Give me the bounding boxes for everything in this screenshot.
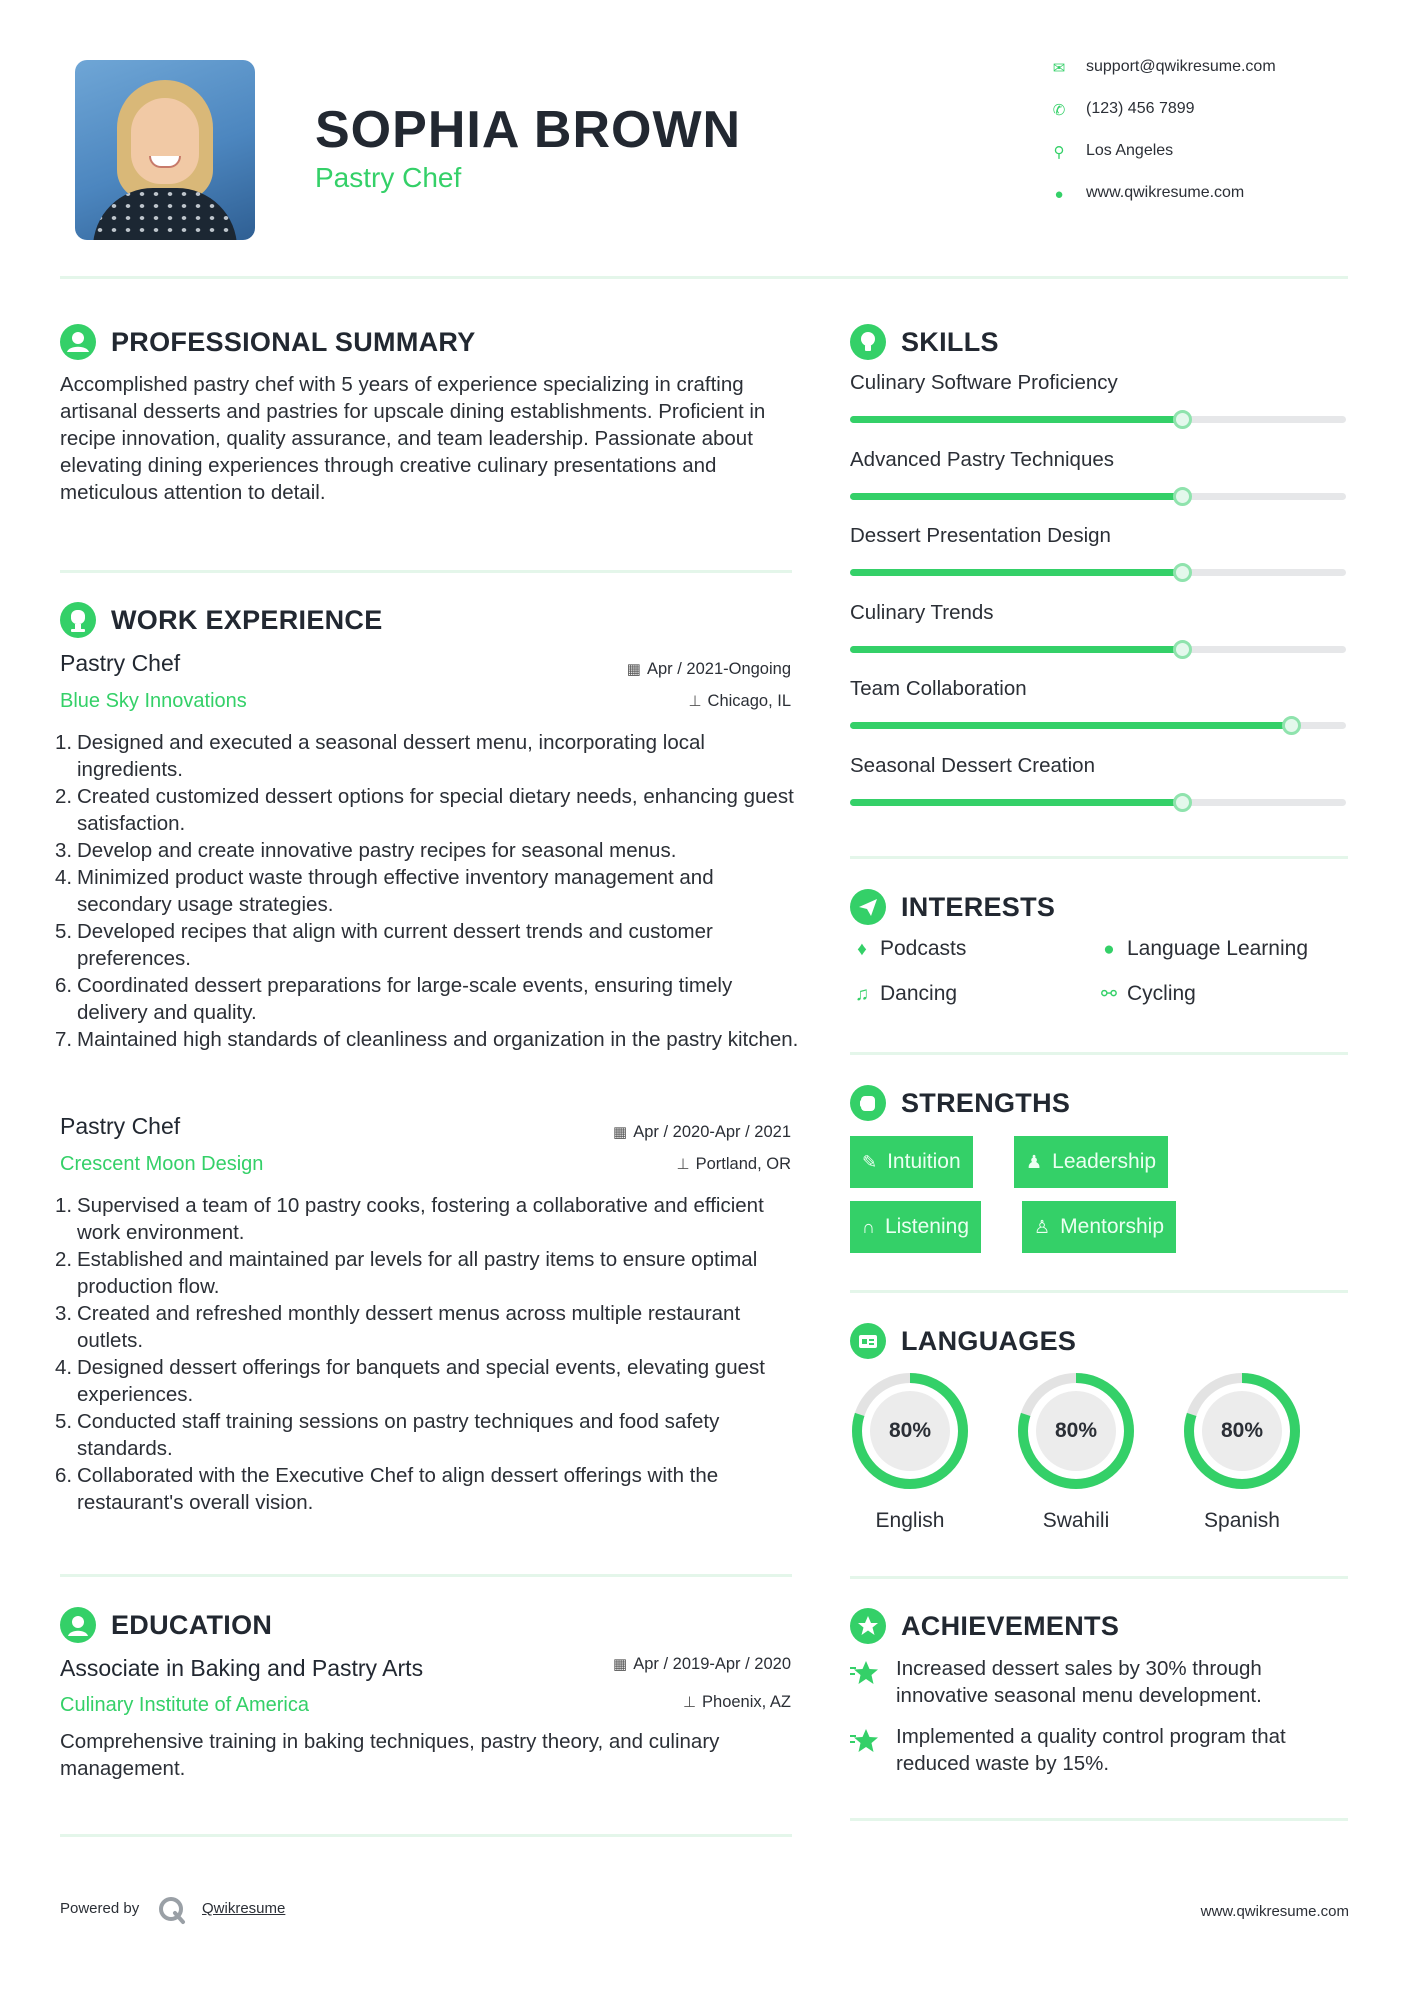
skill-bar (850, 416, 1346, 423)
skill-bar-fill (850, 799, 1182, 806)
language-item (848, 1369, 972, 1532)
job-bullets (55, 1192, 800, 1516)
list-item: 6. Coordinated dessert preparations for large-scale events, ensuring timely delivery and quality. (55, 974, 733, 1024)
qwikresume-link[interactable]: Qwikresume (202, 1900, 286, 1917)
skill-label: Seasonal Dessert Creation (850, 753, 1095, 777)
skills-heading: SKILLS (901, 327, 999, 357)
list-item: 7. Maintained high standards of cleanliness and organization in the pastry kitchen. (55, 1028, 799, 1051)
skill-bar-fill (850, 416, 1182, 423)
language-name: English (875, 1509, 945, 1532)
section-divider (850, 1290, 1348, 1293)
resume-page: SOPHIA BROWN Pastry Chef ✉ support@qwikresume.com ✆ (123) 456 7899 ⚲ Los Angeles ● www.qwikresume.com PROFESSIONAL SUMMARY Accomplished pastry chef with 5 years of experience specializing in crafting artisanal desserts and pastries for upscale dining establishments. Proficient in recipe innovation, quality assurance, and team leadership. Passionate about elevating dining experiences through creative culinary presentations and meticulous attention to detail. WORK EXPERIENCE Pastry Chef Blue Sky Innovations ▦ Apr / 2021-Ongoing ⊥ Chicago, IL 1. Designed and executed a seasonal dessert menu, incorporating local ingredients. 2. Created customized dessert options for special dietary needs, enhancing guest satisfaction. 3. Develop and create innovative pastry recipes for seasonal menus. 4. Minimized product waste through effective inventory management and secondary usage strategies. 5. Developed recipes that align with current dessert trends and customer preferences. 6. Coordinated dessert preparations for large-scale events, ensuring timely delivery and quality. 7. Maintained high standards of cleanliness and organization in the pastry kitchen. Pastry Chef Crescent Moon Design ▦ Apr / 2020-Apr / 2021 ⊥ Portland, OR 1. Supervised a team of 10 pastry cooks, fostering a collaborative and efficient work environment. 2. Established and maintained par levels for all pastry items to ensure optimal production flow. 3. Created and refreshed monthly dessert menus across multiple restaurant outlets. 4. Designed dessert offerings for banquets and special events, elevating guest experiences. 5. Conducted staff training sessions on pastry techniques and food safety standards. 6. Collaborated with the Executive Chef to align dessert offerings with the restaurant's overall vision. EDUCATION Associate in Baking and Pastry Arts Culinary Institute of America ▦ Apr / 2019-Apr / 2020 ⊥ Phoenix, AZ Comprehensive training in baking techniques, pastry theory, and culinary management. SKILLS Culinary Software Proficiency Advanced Pastry Techniques Dessert Presentation Design Culinary Trends Team Collaboration Seasonal Dessert Creation INTERESTS ♦ Podcasts ● Language Learning ♫ Dancing ⚯ Cycling STRENGTHS ✎ Intuition ♟ Leadership ∩ Listening ♙ Mentorship LANGUAGES 80% English 80% Swahili 80% Spanish ACHIEVEMENTS Increased dessert sales by 30% through innovative seasonal menu development. Implemented a quality control program that reduced waste by 15%. Powered by Qwikresume www.qwikresume.com (0, 0, 1407, 1990)
section-divider (850, 1576, 1348, 1579)
job-company: Crescent Moon Design (60, 1153, 264, 1175)
candidate-name: SOPHIA BROWN (315, 101, 742, 159)
achievements-heading: ACHIEVEMENTS (901, 1611, 1120, 1641)
summary-heading: PROFESSIONAL SUMMARY (111, 327, 476, 357)
section-divider (850, 1818, 1348, 1821)
skill-bar-knob (1173, 410, 1192, 429)
strength-badge: ✎ Intuition (850, 1136, 973, 1188)
briefcase-icon (60, 602, 96, 638)
list-item: 2. Created customized dessert options for special dietary needs, enhancing guest satisfaction. (55, 785, 794, 835)
language-card-icon (850, 1323, 886, 1359)
job-date: ▦ Apr / 2020-Apr / 2021 (613, 1123, 791, 1141)
language-name: Spanish (1204, 1509, 1280, 1532)
interest-item: ♦ Podcasts (850, 937, 966, 961)
interests-heading: INTERESTS (901, 892, 1056, 922)
skill-bar-knob (1173, 563, 1192, 582)
job-location: ⊥ Portland, OR (676, 1155, 791, 1173)
music-note-icon: ♫ (854, 984, 870, 1005)
skill-bar (850, 493, 1346, 500)
microphone-icon: ♦ (857, 939, 867, 960)
strength-badge: ♟ Leadership (1014, 1136, 1168, 1188)
candidate-title: Pastry Chef (315, 162, 462, 193)
strength-badge: ♙ Mentorship (1022, 1201, 1176, 1253)
star-icon (850, 1659, 882, 1687)
profile-photo (75, 60, 255, 240)
user-plus-icon: ♙ (1034, 1217, 1051, 1237)
education-location: ⊥ Phoenix, AZ (682, 1693, 791, 1711)
list-item: 5. Developed recipes that align with current dessert trends and customer preferences. (55, 920, 713, 970)
skill-bar-fill (850, 646, 1182, 653)
skill-bar (850, 799, 1346, 806)
interest-item: ● Language Learning (1097, 937, 1308, 961)
education-date: ▦ Apr / 2019-Apr / 2020 (613, 1655, 791, 1673)
list-item: 4. Minimized product waste through effective inventory management and secondary usage strategies. (55, 866, 714, 916)
calendar-icon: ▦ (613, 1656, 628, 1673)
header-divider (60, 276, 1348, 279)
skill-label: Culinary Trends (850, 600, 994, 624)
list-item: 3. Develop and create innovative pastry recipes for seasonal menus. (55, 839, 677, 862)
language-percent: 80% (888, 1419, 932, 1442)
job-location: ⊥ Chicago, IL (688, 692, 791, 710)
interest-item: ♫ Dancing (850, 982, 957, 1006)
envelope-icon: ✉ (1052, 60, 1066, 77)
list-item: 5. Conducted staff training sessions on pastry techniques and food safety standards. (55, 1410, 720, 1460)
pushpin-icon: ⊥ (688, 693, 702, 710)
skill-label: Advanced Pastry Techniques (850, 447, 1115, 471)
job-company: Blue Sky Innovations (60, 690, 247, 712)
calendar-icon: ▦ (613, 1124, 628, 1141)
lightbulb-icon (850, 324, 886, 360)
graduate-icon (60, 1607, 96, 1643)
languages-heading: LANGUAGES (901, 1326, 1077, 1356)
list-item: 3. Created and refreshed monthly dessert menus across multiple restaurant outlets. (55, 1302, 741, 1352)
section-divider (60, 570, 792, 573)
education-heading: EDUCATION (111, 1610, 273, 1640)
section-divider (60, 1574, 792, 1577)
section-divider (850, 856, 1348, 859)
list-item: 4. Designed dessert offerings for banquets and special events, elevating guest experiences. (55, 1356, 765, 1406)
bicycle-icon: ⚯ (1101, 984, 1117, 1005)
job-date: ▦ Apr / 2021-Ongoing (626, 660, 791, 678)
language-item (1180, 1369, 1304, 1532)
powered-by-label: Powered by (60, 1900, 140, 1917)
user-circle-icon (60, 324, 96, 360)
skill-label: Dessert Presentation Design (850, 524, 1111, 547)
section-divider (850, 1052, 1348, 1055)
globe-icon: ● (1054, 186, 1064, 203)
skill-bar (850, 722, 1346, 729)
language-name: Swahili (1042, 1509, 1110, 1532)
skill-bar-fill (850, 493, 1182, 500)
skill-bar (850, 646, 1346, 653)
skill-bar (850, 569, 1346, 576)
list-item: 6. Collaborated with the Executive Chef to align dessert offerings with the restaurant's overall vision. (55, 1464, 719, 1514)
skill-bar-knob (1173, 793, 1192, 812)
fist-icon (850, 1085, 886, 1121)
calendar-icon: ▦ (626, 661, 641, 678)
globe-icon: ● (1103, 939, 1115, 960)
list-item: 1. Supervised a team of 10 pastry cooks, fostering a collaborative and efficient work environment. (55, 1194, 764, 1244)
job-bullets (55, 729, 800, 1053)
list-item: 1. Designed and executed a seasonal dessert menu, incorporating local ingredients. (55, 731, 705, 781)
language-percent: 80% (1054, 1419, 1098, 1442)
section-divider (60, 1834, 792, 1837)
pushpin-icon: ⊥ (682, 1694, 697, 1711)
users-icon: ♟ (1026, 1152, 1043, 1172)
skill-bar-fill (850, 569, 1182, 576)
education-description: Comprehensive training in baking techniques, pastry theory, and culinary management. (60, 1730, 720, 1780)
qwikresume-logo-icon (157, 1895, 187, 1925)
phone-icon: ✆ (1052, 102, 1066, 119)
summary-text: Accomplished pastry chef with 5 years of experience specializing in crafting artisanal desserts and pastries for upscale dining establishments. Proficient in recipe innovation, quality assurance, and team leadership. Passionate about elevating dining experiences through creative culinary presentations and meticulous attention to detail. (60, 373, 766, 504)
star-icon (850, 1727, 882, 1755)
language-percent: 80% (1220, 1419, 1264, 1442)
map-pin-icon: ⚲ (1053, 144, 1065, 161)
headphones-icon: ∩ (862, 1217, 875, 1237)
skill-bar-knob (1282, 716, 1301, 735)
magic-wand-icon: ✎ (862, 1152, 878, 1172)
skill-bar-fill (850, 722, 1291, 729)
skill-label: Culinary Software Proficiency (850, 371, 1118, 394)
degree-title: Associate in Baking and Pastry Arts (60, 1655, 424, 1681)
footer-url[interactable]: www.qwikresume.com (1200, 1903, 1349, 1920)
star-badge-icon (850, 1608, 886, 1644)
paper-plane-icon (850, 889, 886, 925)
interest-item: ⚯ Cycling (1097, 982, 1196, 1006)
school-name: Culinary Institute of America (60, 1694, 309, 1716)
pushpin-icon: ⊥ (676, 1156, 690, 1173)
job-title: Pastry Chef (60, 1113, 181, 1139)
job-title: Pastry Chef (60, 650, 181, 676)
language-item (1014, 1369, 1138, 1532)
skill-bar-knob (1173, 640, 1192, 659)
experience-heading: WORK EXPERIENCE (111, 605, 383, 635)
skill-label: Team Collaboration (850, 677, 1027, 700)
list-item: 2. Established and maintained par levels for all pastry items to ensure optimal production flow. (55, 1248, 758, 1298)
strength-badge: ∩ Listening (850, 1201, 981, 1253)
skill-bar-knob (1173, 487, 1192, 506)
strengths-heading: STRENGTHS (901, 1088, 1071, 1118)
